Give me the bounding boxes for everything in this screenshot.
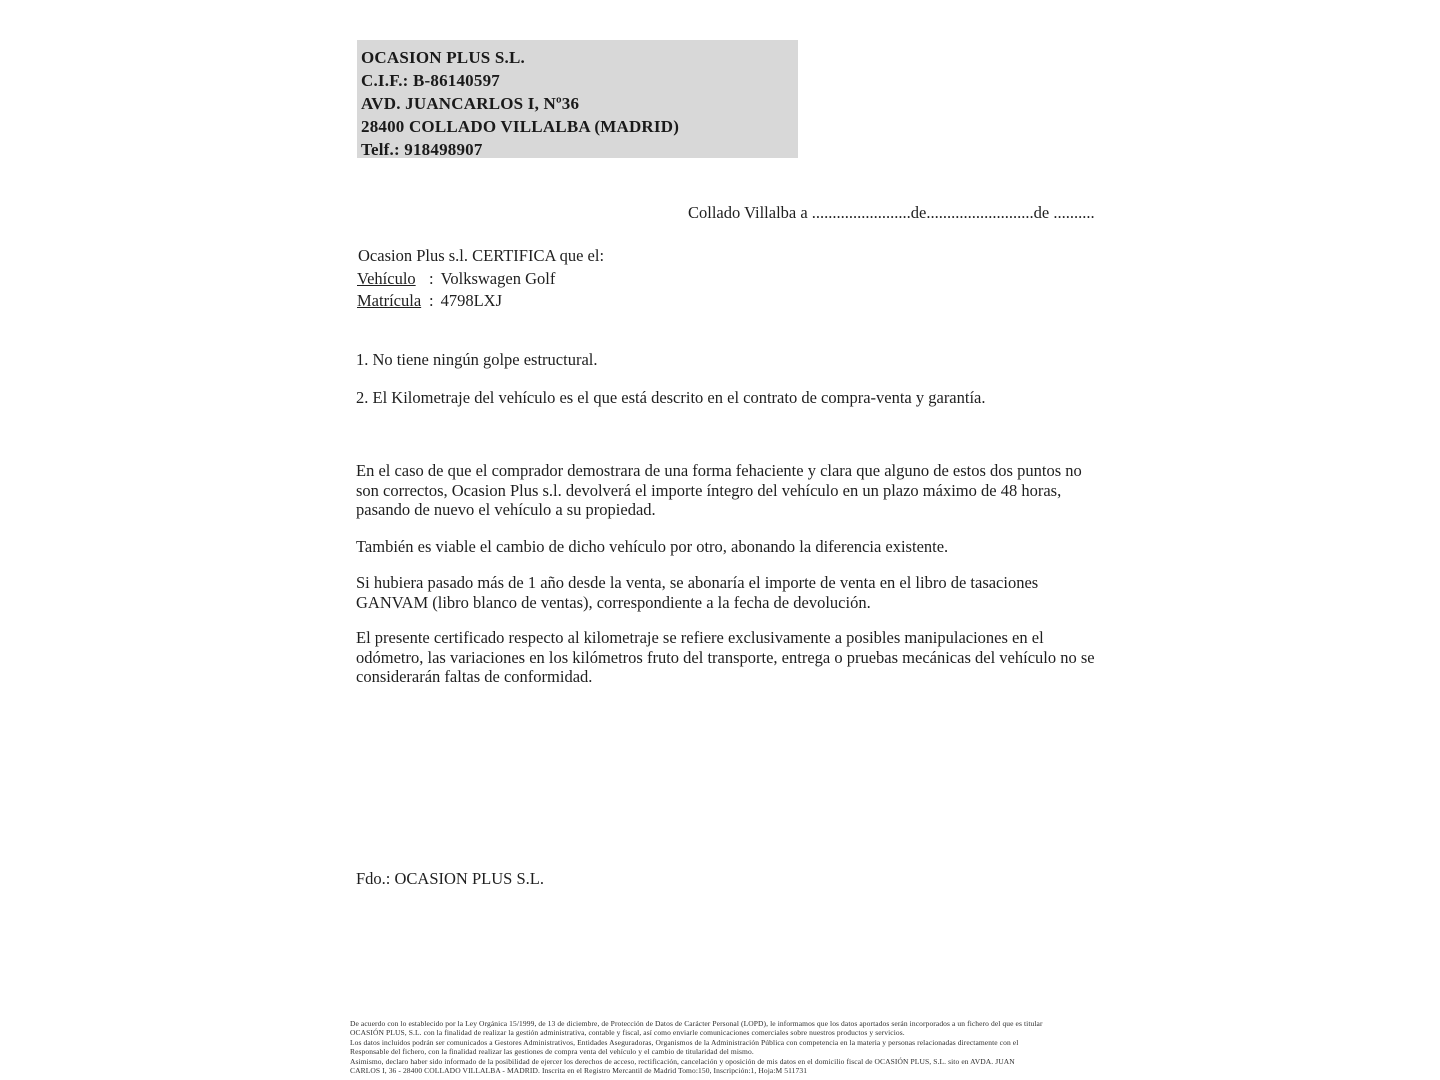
legal-line-4: Responsable del fichero, con la finalidad realizar las gestiones de compra venta del vehículo y el cambio de titularidad del mismo. xyxy=(350,1047,754,1057)
paragraph-exchange: También es viable el cambio de dicho vehículo por otro, abonando la diferencia existente. xyxy=(356,537,949,556)
field-separator: : xyxy=(429,269,434,288)
company-cif: C.I.F.: B-86140597 xyxy=(361,71,500,90)
field-plate-label: Matrícula xyxy=(357,291,422,310)
company-city: 28400 COLLADO VILLALBA (MADRID) xyxy=(361,117,680,136)
field-separator: : xyxy=(429,291,434,310)
company-header-block xyxy=(357,40,798,158)
legal-footer xyxy=(350,1019,1110,1075)
legal-line-1: De acuerdo con lo establecido por la Ley Orgánica 15/1999, de 13 de diciembre, de Protección de Datos de Carácter Personal (LOPD), le informamos que los datos aportados serán incorporados a un fichero del que es titular xyxy=(350,1019,1043,1028)
company-name: OCASION PLUS S.L. xyxy=(361,48,525,67)
paragraph-odometer: El presente certificado respecto al kilometraje se refiere exclusivamente a posibles manipulaciones en el odómetro, las variaciones en los kilómetros fruto del transporte, entrega o pruebas mecánicas del vehículo no se considerarán faltas de conformidad. xyxy=(356,628,1095,686)
field-plate-value: 4798LXJ xyxy=(440,291,503,310)
field-plate xyxy=(357,291,502,311)
paragraph-refund: En el caso de que el comprador demostrara de una forma fehaciente y clara que alguno de estos dos puntos no son correctos, Ocasion Plus s.l. devolverá el importe íntegro del vehículo en un plazo máximo de 48 horas, pasando de nuevo el vehículo a su propiedad. xyxy=(356,461,1082,519)
legal-line-2: OCASIÓN PLUS, S.L. con la finalidad de realizar la gestión administrativa, contable y fiscal, así como enviarle comunicaciones comerciales sobre nuestros productos y servicios. xyxy=(350,1028,905,1038)
field-vehicle xyxy=(357,269,555,289)
company-address: AVD. JUANCARLOS I, Nº36 xyxy=(361,94,580,113)
legal-line-5: Asimismo, declaro haber sido informado de la posibilidad de ejercer los derechos de acceso, rectificación, cancelación y oposición de mis datos en el domicilio fiscal de OCASIÓN PLUS, S.L. sito en AVDA. JUAN xyxy=(350,1056,1015,1066)
field-vehicle-value: Volkswagen Golf xyxy=(440,269,556,288)
date-fill-in-line: Collado Villalba a ........................de..........................de .......... xyxy=(688,203,1095,222)
paragraph-ganvam: Si hubiera pasado más de 1 año desde la venta, se abonaría el importe de venta en el libro de tasaciones GANVAM (libro blanco de ventas), correspondiente a la fecha de devolución. xyxy=(356,573,1039,612)
certification-intro: Ocasion Plus s.l. CERTIFICA que el: xyxy=(358,246,605,265)
field-vehicle-label: Vehículo xyxy=(357,269,416,288)
legal-line-6: CARLOS I, 36 - 28400 COLLADO VILLALBA - MADRID. Inscrita en el Registro Mercantil de Madrid Tomo:150, Inscripción:1, Hoja:M 511731 xyxy=(350,1066,808,1076)
signature-line: Fdo.: OCASION PLUS S.L. xyxy=(356,869,544,888)
legal-line-3: Los datos incluidos podrán ser comunicados a Gestores Administrativos, Entidades Aseguradoras, Organismos de la Administración Pública con competencia en la materia y personas relacionadas directamente con el xyxy=(350,1037,1019,1047)
numbered-point-2: 2. El Kilometraje del vehículo es el que está descrito en el contrato de compra-venta y garantía. xyxy=(356,388,986,407)
company-phone: Telf.: 918498907 xyxy=(361,140,483,159)
numbered-point-1: 1. No tiene ningún golpe estructural. xyxy=(356,350,598,369)
